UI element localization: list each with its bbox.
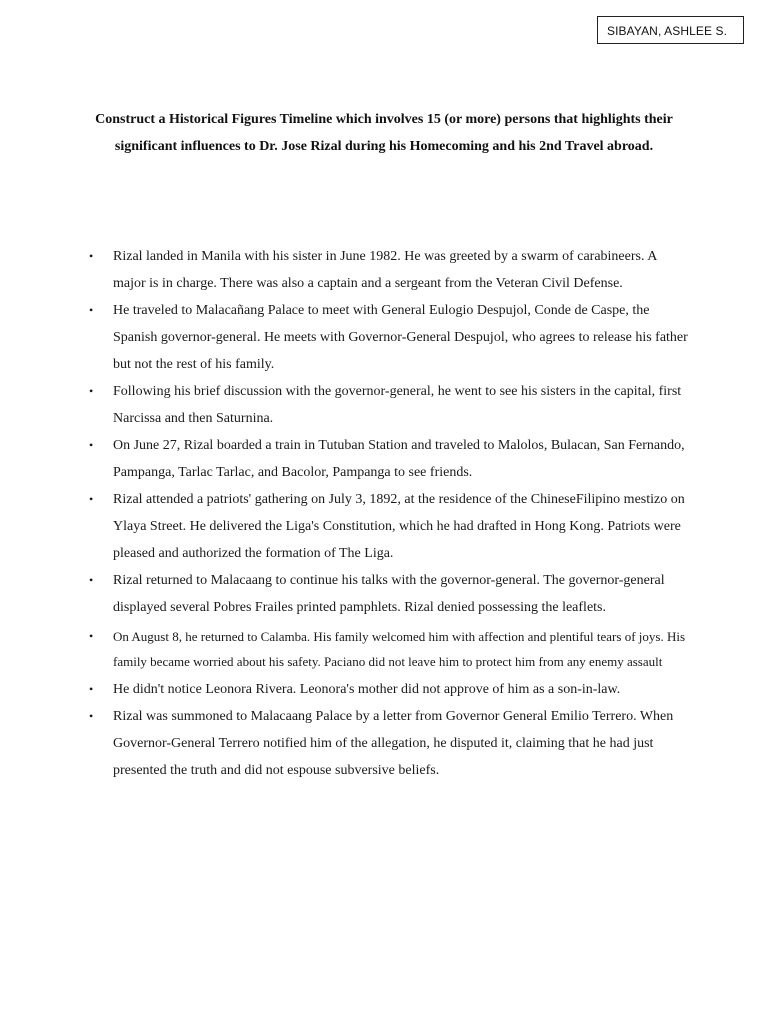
list-item [88, 567, 688, 621]
list-item-text: He didn't notice Leonora Rivera. Leonora's mother did not approve of him as a son-in-law. [113, 682, 621, 697]
bullet-icon: • [89, 492, 94, 506]
list-item-text: Following his brief discussion with the governor-general, he went to see his sisters in the capital, first Narcissa and then Saturnina. [113, 384, 682, 426]
list-item [88, 378, 688, 432]
list-item [88, 703, 688, 784]
list-item [88, 624, 688, 674]
list-item [88, 297, 688, 378]
bullet-icon: • [89, 384, 94, 398]
bullet-icon: • [89, 249, 94, 263]
list-item-text: On June 27, Rizal boarded a train in Tutuban Station and traveled to Malolos, Bulacan, San Fernando, Pampanga, Tarlac Tarlac, and Bacolor, Pampanga to see friends. [113, 438, 685, 480]
list-item [88, 432, 688, 486]
bullet-icon: • [89, 682, 94, 696]
bullet-icon: • [89, 573, 94, 587]
list-item-text: Rizal was summoned to Malacaang Palace by a letter from Governor General Emilio Terrero. When Governor-General Terrero notified him of the allegation, he disputed it, claiming that he had just presented the truth and did not espouse subversive beliefs. [113, 709, 674, 778]
list-item [88, 676, 688, 703]
list-item [88, 243, 688, 297]
list-item-text: Rizal attended a patriots' gathering on July 3, 1892, at the residence of the ChineseFilipino mestizo on Ylaya Street. He delivered the Liga's Constitution, which he had drafted in Hong Kong. Patriots were pleased and authorized the formation of The Liga. [113, 492, 685, 561]
list-item-text: Rizal landed in Manila with his sister in June 1982. He was greeted by a swarm of carabineers. A major is in charge. There was also a captain and a sergeant from the Veteran Civil Defense. [113, 249, 657, 291]
list-item-text: On August 8, he returned to Calamba. His family welcomed him with affection and plentiful tears of joys. His family became worried about his safety. Paciano did not leave him to protect him from any enemy assault [113, 629, 685, 669]
author-name-box [597, 16, 744, 44]
bullet-icon: • [89, 709, 94, 723]
list-item [88, 486, 688, 567]
page-title: Construct a Historical Figures Timeline which involves 15 (or more) persons that highlights their significant influences to Dr. Jose Rizal during his Homecoming and his 2nd Travel abroad. [95, 112, 673, 154]
list-item-text: Rizal returned to Malacaang to continue his talks with the governor-general. The governor-general displayed several Pobres Frailes printed pamphlets. Rizal denied possessing the leaflets. [113, 573, 665, 615]
list-item-text: He traveled to Malacañang Palace to meet with General Eulogio Despujol, Conde de Caspe, the Spanish governor-general. He meets with Governor-General Despujol, who agrees to release his father but not the rest of his family. [113, 303, 688, 372]
bullet-list [88, 243, 688, 784]
author-name: SIBAYAN, ASHLEE S. [607, 24, 728, 38]
bullet-icon: • [89, 629, 94, 643]
bullet-icon: • [89, 438, 94, 452]
bullet-icon: • [89, 303, 94, 317]
